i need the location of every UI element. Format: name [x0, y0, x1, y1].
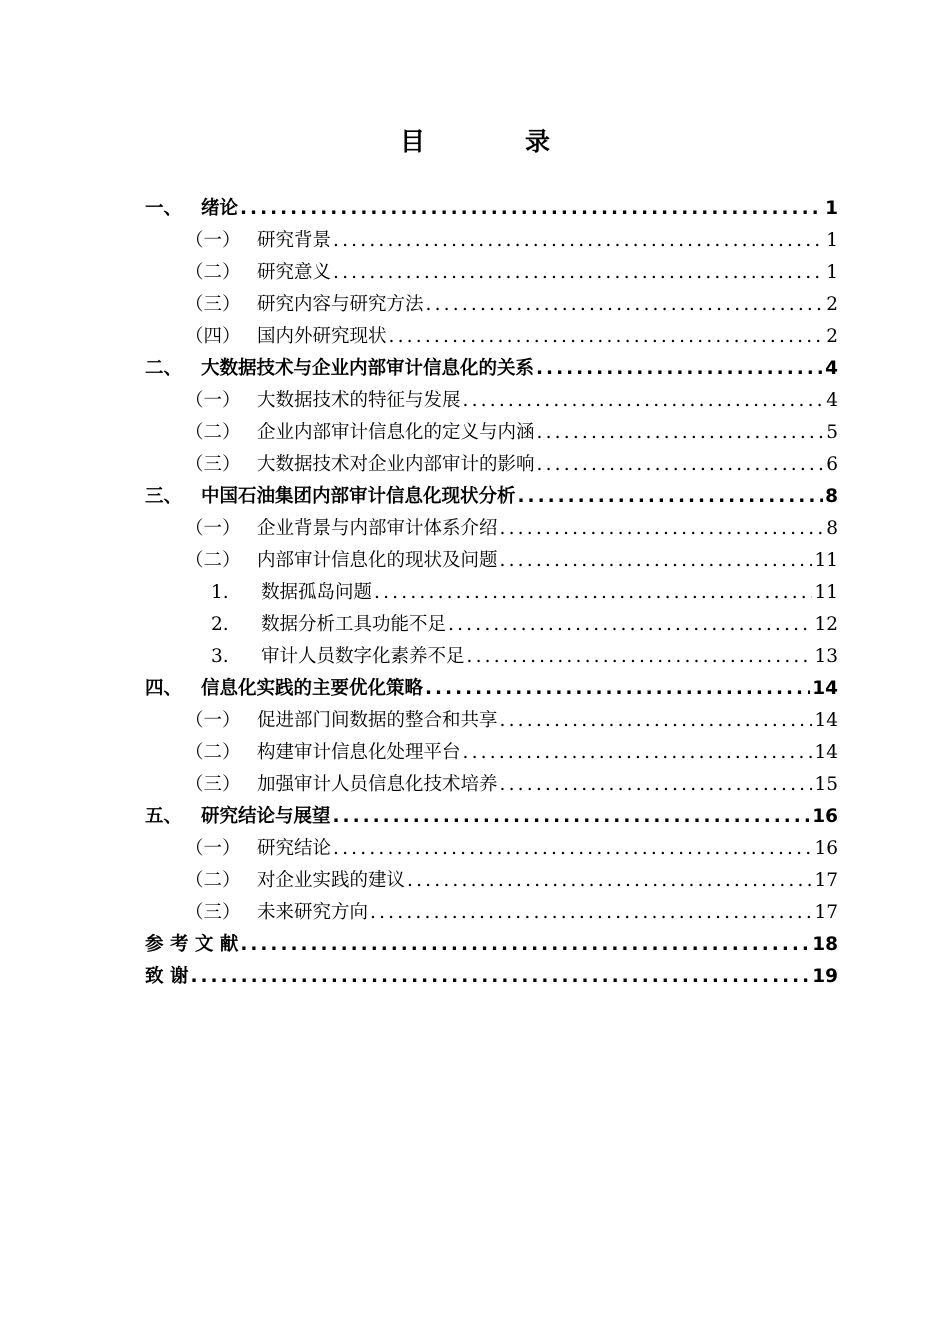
toc-dot-leader — [333, 801, 811, 833]
toc-entry-number: 一、 — [145, 198, 183, 219]
toc-entry-number: （一） — [185, 518, 241, 539]
toc-entry[interactable] — [145, 641, 838, 673]
toc-entry-page: 5 — [826, 422, 838, 443]
toc-entry-number: （一） — [185, 390, 241, 411]
toc-entry-title: 研究结论与展望 — [201, 806, 331, 827]
toc-entry-title: 企业背景与内部审计体系介绍 — [257, 518, 498, 539]
toc-entry[interactable] — [145, 417, 838, 449]
toc-dot-leader — [500, 545, 813, 577]
toc-entry[interactable] — [145, 321, 838, 353]
toc-entry-page: 1 — [826, 262, 838, 283]
toc-entry-number: 2. — [211, 614, 229, 635]
toc-entry-number: （四） — [185, 326, 241, 347]
page-title — [0, 122, 950, 158]
toc-entry-title: 未来研究方向 — [257, 902, 369, 923]
toc-entry[interactable] — [145, 897, 838, 929]
toc-entry-title: 对企业实践的建议 — [257, 870, 406, 891]
toc-entry-title: 数据孤岛问题 — [261, 582, 373, 603]
toc-entry[interactable] — [145, 289, 838, 321]
toc-dot-leader — [426, 289, 825, 321]
toc-dot-leader — [537, 449, 825, 481]
toc-entry[interactable] — [145, 513, 838, 545]
toc-entry-number: （二） — [185, 742, 241, 763]
toc-entry[interactable] — [145, 353, 838, 385]
toc-entry[interactable] — [145, 769, 838, 801]
toc-dot-leader — [333, 257, 824, 289]
toc-dot-leader — [537, 417, 825, 449]
toc-dot-leader — [536, 353, 823, 385]
toc-entry-page: 15 — [814, 774, 838, 795]
toc-dot-leader — [407, 865, 812, 897]
toc-entry-page: 17 — [814, 902, 838, 923]
toc-entry-page: 12 — [814, 614, 838, 635]
toc-entry-page: 4 — [825, 358, 838, 379]
toc-entry[interactable] — [145, 801, 838, 833]
toc-entry-title: 大数据技术对企业内部审计的影响 — [257, 454, 535, 475]
toc-entry-number: （二） — [185, 870, 241, 891]
toc-dot-leader — [500, 705, 813, 737]
title-char-left: 目 — [399, 127, 425, 156]
toc-entry-page: 16 — [814, 838, 838, 859]
toc-entry[interactable] — [145, 481, 838, 513]
toc-entry-number: （一） — [185, 710, 241, 731]
toc-dot-leader — [370, 897, 812, 929]
toc-entry-number: 1. — [211, 582, 229, 603]
toc-entry-page: 17 — [814, 870, 838, 891]
toc-entry-page: 14 — [814, 742, 838, 763]
toc-entry-page: 1 — [825, 198, 838, 219]
toc-dot-leader — [333, 833, 812, 865]
toc-entry-page: 11 — [814, 550, 838, 571]
toc-dot-leader — [240, 929, 810, 961]
toc-entry-page: 16 — [812, 806, 838, 827]
toc-entry-number: （三） — [185, 294, 241, 315]
toc-dot-leader — [448, 609, 812, 641]
toc-entry[interactable] — [145, 545, 838, 577]
toc-entry-page: 4 — [826, 390, 838, 411]
toc-entry[interactable] — [145, 961, 838, 993]
toc-entry[interactable] — [145, 257, 838, 289]
toc-entry-page: 8 — [825, 486, 838, 507]
toc-dot-leader — [467, 641, 813, 673]
toc-entry-page: 18 — [812, 934, 838, 955]
toc-entry-title: 审计人员数字化素养不足 — [261, 646, 465, 667]
toc-entry[interactable] — [145, 609, 838, 641]
toc-entry-number: （三） — [185, 774, 241, 795]
toc-entry-page: 2 — [826, 294, 838, 315]
toc-entry-page: 11 — [814, 582, 838, 603]
toc-entry-title: 中国石油集团内部审计信息化现状分析 — [201, 486, 516, 507]
toc-entry[interactable] — [145, 865, 838, 897]
toc-entry-title: 大数据技术与企业内部审计信息化的关系 — [201, 358, 535, 379]
toc-entry-number: （一） — [185, 230, 241, 251]
toc-entry-number: （三） — [185, 454, 241, 475]
table-of-contents — [145, 193, 838, 993]
toc-entry-title: 数据分析工具功能不足 — [261, 614, 447, 635]
toc-entry-title: 参 考 文 献 — [145, 934, 239, 955]
toc-entry-page: 8 — [826, 518, 838, 539]
toc-entry[interactable] — [145, 193, 838, 225]
toc-entry[interactable] — [145, 449, 838, 481]
toc-entry-title: 构建审计信息化处理平台 — [257, 742, 461, 763]
toc-entry-title: 信息化实践的主要优化策略 — [201, 678, 424, 699]
toc-entry-page: 2 — [826, 326, 838, 347]
toc-entry-title: 加强审计人员信息化技术培养 — [257, 774, 498, 795]
toc-entry-page: 14 — [814, 710, 838, 731]
toc-entry-number: （三） — [185, 902, 241, 923]
toc-entry[interactable] — [145, 833, 838, 865]
toc-entry-number: 二、 — [145, 358, 183, 379]
toc-dot-leader — [463, 737, 813, 769]
toc-entry-title: 致 谢 — [145, 966, 189, 987]
toc-dot-leader — [333, 225, 824, 257]
toc-dot-leader — [500, 513, 825, 545]
toc-entry-number: （一） — [185, 838, 241, 859]
title-char-right: 录 — [525, 127, 551, 156]
toc-entry[interactable] — [145, 929, 838, 961]
toc-entry-title: 研究背景 — [257, 230, 332, 251]
toc-dot-leader — [190, 961, 810, 993]
toc-entry[interactable] — [145, 385, 838, 417]
toc-entry-page: 14 — [812, 678, 838, 699]
toc-entry[interactable] — [145, 673, 838, 705]
toc-entry[interactable] — [145, 705, 838, 737]
toc-entry[interactable] — [145, 577, 838, 609]
toc-entry-page: 19 — [812, 966, 838, 987]
toc-dot-leader — [389, 321, 825, 353]
toc-entry-page: 1 — [826, 230, 838, 251]
toc-entry-title: 企业内部审计信息化的定义与内涵 — [257, 422, 535, 443]
toc-entry-title: 促进部门间数据的整合和共享 — [257, 710, 498, 731]
toc-dot-leader — [425, 673, 810, 705]
toc-entry[interactable] — [145, 737, 838, 769]
toc-entry-title: 绪论 — [201, 198, 239, 219]
toc-dot-leader — [500, 769, 813, 801]
toc-entry-number: （二） — [185, 550, 241, 571]
toc-entry-page: 6 — [826, 454, 838, 475]
toc-entry-number: （二） — [185, 422, 241, 443]
toc-entry-number: 3. — [211, 646, 229, 667]
toc-dot-leader — [374, 577, 812, 609]
toc-dot-leader — [518, 481, 824, 513]
toc-entry-title: 研究结论 — [257, 838, 332, 859]
toc-entry-title: 研究内容与研究方法 — [257, 294, 424, 315]
toc-entry-number: 三、 — [145, 486, 183, 507]
toc-entry-title: 大数据技术的特征与发展 — [257, 390, 461, 411]
toc-entry-number: （二） — [185, 262, 241, 283]
toc-entry-page: 13 — [814, 646, 838, 667]
toc-entry[interactable] — [145, 225, 838, 257]
toc-entry-title: 国内外研究现状 — [257, 326, 387, 347]
toc-entry-title: 研究意义 — [257, 262, 332, 283]
toc-dot-leader — [240, 193, 823, 225]
toc-entry-number: 四、 — [145, 678, 183, 699]
toc-entry-number: 五、 — [145, 806, 183, 827]
toc-dot-leader — [463, 385, 825, 417]
toc-entry-title: 内部审计信息化的现状及问题 — [257, 550, 498, 571]
